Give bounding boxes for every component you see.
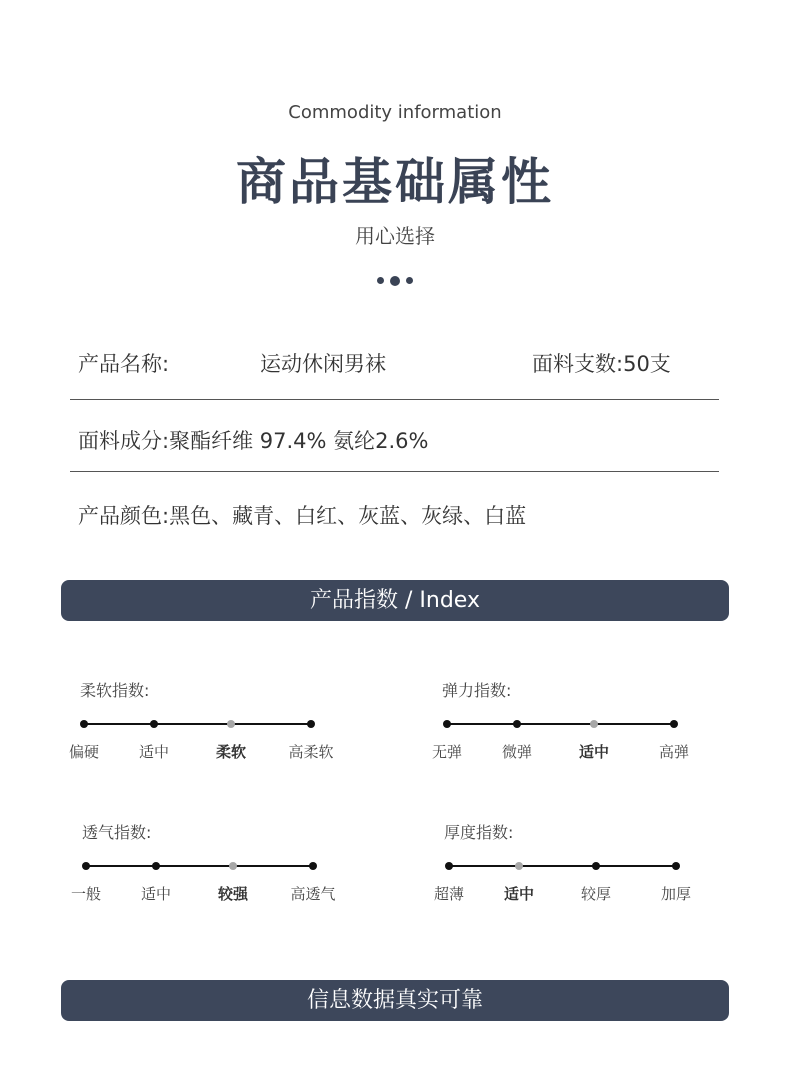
material-row [78, 425, 429, 455]
scale-label: 高柔软 [288, 743, 334, 761]
scale-dot [445, 862, 453, 870]
decorative-dots [0, 270, 790, 282]
scale-dot [82, 862, 90, 870]
material-label: 面料成分: [78, 429, 170, 453]
scale-label-selected: 适中 [503, 885, 534, 903]
product-name-label: 产品名称: [78, 352, 170, 376]
color-row [78, 500, 526, 530]
subtitle: 用心选择 [355, 224, 435, 248]
scale-dot-selected [515, 862, 523, 870]
scale-label: 高弹 [658, 743, 689, 761]
scale-line [84, 723, 311, 725]
scale-label: 超薄 [433, 885, 464, 903]
scale-label: 无弹 [431, 743, 462, 761]
scale-label-selected: 较强 [217, 885, 248, 903]
scale-label: 一般 [70, 885, 101, 903]
divider [70, 471, 719, 472]
scale-dot [513, 720, 521, 728]
dot-icon [377, 277, 384, 284]
fabric-count [532, 348, 671, 378]
scale-dot [670, 720, 678, 728]
scale-dot [307, 720, 315, 728]
color-label: 产品颜色: [78, 504, 170, 528]
scale-dot-selected [590, 720, 598, 728]
scale-label: 适中 [140, 885, 171, 903]
scale-label: 较厚 [580, 885, 611, 903]
scale-dot [309, 862, 317, 870]
scale-dot [150, 720, 158, 728]
scale-dot-selected [227, 720, 235, 728]
scale-dot [152, 862, 160, 870]
index-title: 柔软指数: [80, 681, 150, 700]
index-banner: 产品指数 / Index [61, 580, 729, 621]
scale-label-selected: 柔软 [215, 743, 246, 761]
index-title: 透气指数: [82, 823, 152, 842]
scale-line [449, 865, 676, 867]
dot-icon [406, 277, 413, 284]
scale-dot [592, 862, 600, 870]
dot-icon [390, 276, 400, 286]
material-value: 聚酯纤维 97.4% 氨纶2.6% [169, 429, 429, 453]
scale-dot [443, 720, 451, 728]
scale-label: 加厚 [660, 885, 691, 903]
product-name-value: 运动休闲男袜 [260, 352, 386, 376]
scale-label: 微弹 [501, 743, 532, 761]
scale-line [447, 723, 674, 725]
page-title: 商品基础属性 [236, 153, 554, 211]
scale-dot-selected [229, 862, 237, 870]
fabric-count-value: 50支 [623, 352, 671, 376]
divider [70, 399, 719, 400]
scale-label-selected: 适中 [578, 743, 609, 761]
scale-dot [80, 720, 88, 728]
scale-label: 高透气 [290, 885, 336, 903]
scale-label: 适中 [138, 743, 169, 761]
index-title: 弹力指数: [442, 681, 512, 700]
index-title: 厚度指数: [444, 823, 514, 842]
fabric-count-label: 面料支数: [532, 352, 624, 376]
scale-line [86, 865, 313, 867]
english-title: Commodity information [288, 102, 502, 123]
color-value: 黑色、藏青、白红、灰蓝、灰绿、白蓝 [169, 504, 527, 528]
footer-banner: 信息数据真实可靠 [61, 980, 729, 1021]
scale-label: 偏硬 [68, 743, 99, 761]
scale-dot [672, 862, 680, 870]
